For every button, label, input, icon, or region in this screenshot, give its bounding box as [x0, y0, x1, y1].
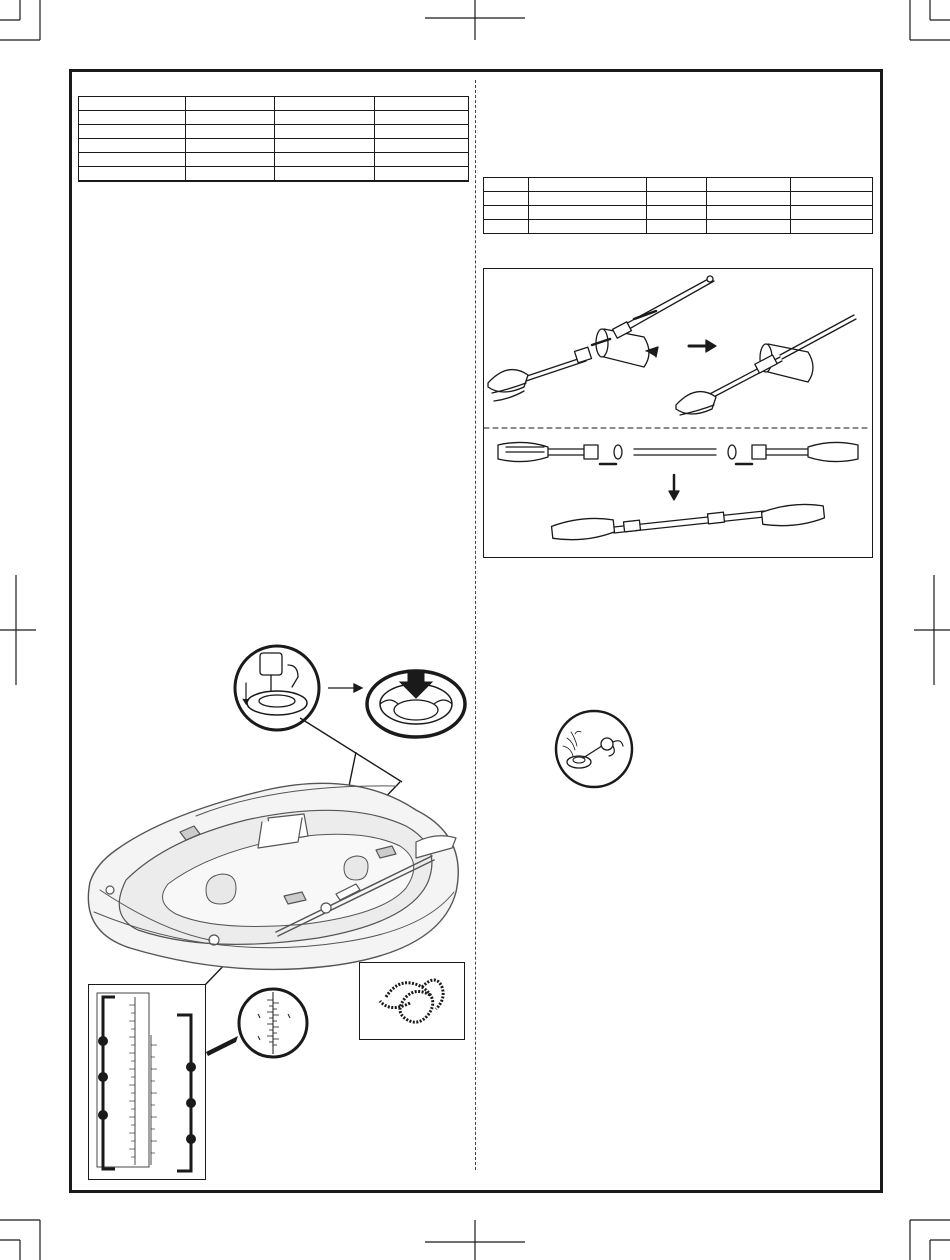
table-row: [79, 167, 469, 182]
table-row: [79, 139, 469, 153]
oar-assembly-illustration: [484, 269, 871, 556]
table-row: [484, 206, 873, 220]
registration-mark-right: [910, 570, 950, 690]
assembled-oar-icon: [551, 502, 825, 542]
registration-mark-left: [0, 570, 40, 690]
oar-into-holder-icon: [488, 276, 714, 401]
ruler-label-icon: [89, 985, 204, 1178]
crop-mark-bottom-right: [890, 1200, 950, 1260]
table-row: [79, 97, 469, 111]
table-row: [79, 111, 469, 125]
spec-table-right: [483, 177, 873, 234]
table-row: [79, 125, 469, 139]
gauge-dial-icon: [236, 986, 310, 1060]
crop-mark-top-right: [890, 0, 950, 60]
crop-mark-bottom-left: [0, 1200, 60, 1260]
table-row: [484, 192, 873, 206]
crop-mark-top-left: [0, 0, 60, 60]
table-row: [79, 153, 469, 167]
pressure-gauge-icon: [553, 708, 635, 790]
arrow-icon: [326, 680, 366, 696]
registration-mark-bottom: [420, 1212, 530, 1260]
rope-coil-icon: [360, 963, 463, 1038]
inflatable-boat-icon: [86, 772, 466, 972]
wedge-pointer-icon: [204, 1034, 240, 1058]
oar-secured-icon: [676, 315, 856, 415]
table-row: [484, 220, 873, 234]
spec-table-left: [78, 96, 469, 182]
assemble-sections-icon: [498, 442, 858, 464]
table-row: [484, 178, 873, 192]
column-divider: [475, 80, 476, 1170]
registration-mark-top: [420, 0, 530, 50]
